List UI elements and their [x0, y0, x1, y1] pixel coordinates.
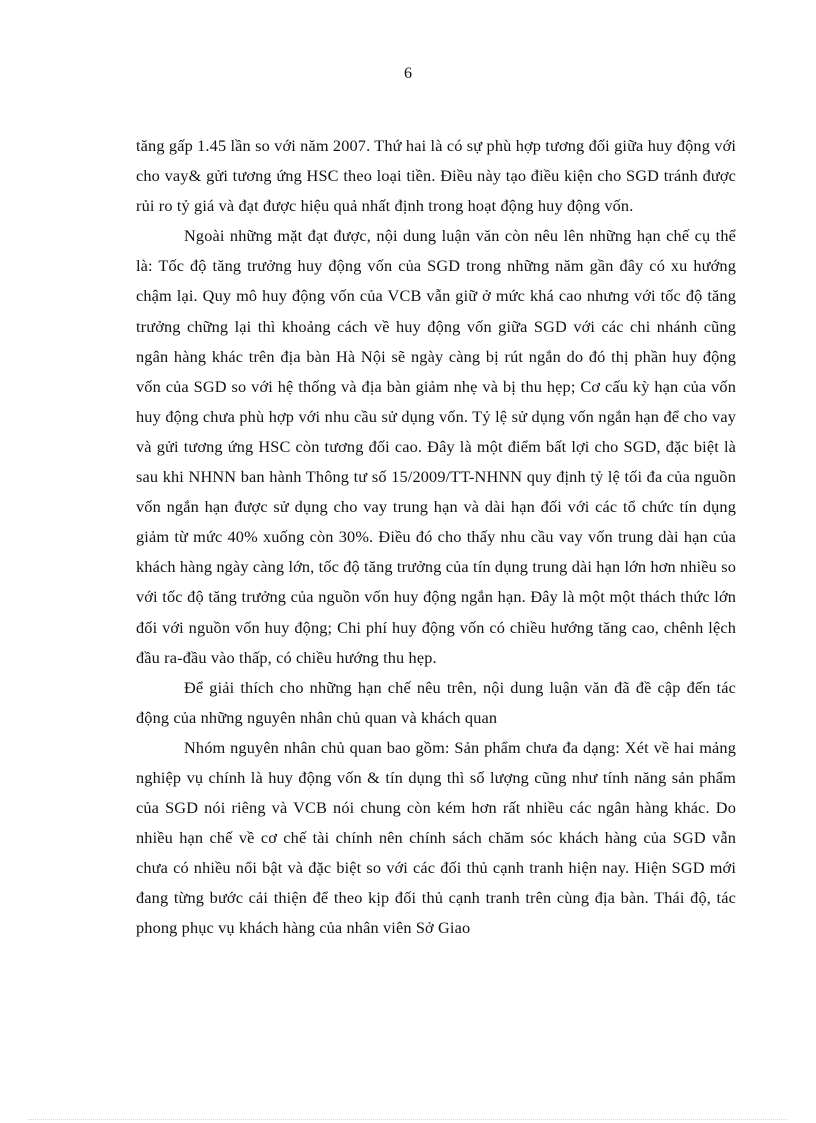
page-number: 6 — [404, 65, 412, 82]
paragraph-subjective-causes: Nhóm nguyên nhân chủ quan bao gồm: Sản phẩm chưa đa dạng: Xét về hai mảng nghiệp vụ chính là huy động vốn & tín dụng thì số lượng cũng như tính năng sản phẩm của SGD nói riêng và VCB nói chung còn kém hơn rất nhiều các ngân hàng khác. Do nhiều hạn chế về cơ chế tài chính nên chính sách chăm sóc khách hàng của SGD vẫn chưa có nhiều nổi bật và đặc biệt so với các đối thủ cạnh tranh hiện nay. Hiện SGD mới đang từng bước cải thiện để theo kịp đối thủ cạnh tranh trên cùng địa bàn. Thái độ, tác phong phục vụ khách hàng của nhân viên Sở Giao — [136, 737, 736, 938]
paragraph-limitations: Ngoài những mặt đạt được, nội dung luận văn còn nêu lên những hạn chế cụ thể là: Tốc độ tăng trưởng huy động vốn của SGD trong những năm gần đây có xu hướng chậm lại. Quy mô huy động vốn của VCB vẫn giữ ở mức khá cao nhưng với tốc độ tăng trưởng chững lại thì khoảng cách về huy động vốn giữa SGD với các chi nhánh cũng ngân hàng khác trên địa bàn Hà Nội sẽ ngày càng bị rút ngắn do đó thị phần huy động vốn của SGD so với hệ thống và địa bàn giảm nhẹ và bị thu hẹp; Cơ cấu kỳ hạn của vốn huy động chưa phù hợp với nhu cầu sử dụng vốn. Tỷ lệ sử dụng vốn ngắn hạn để cho vay và gửi tương ứng HSC còn tương đối cao. Đây là một điểm bất lợi cho SGD, đặc biệt là sau khi NHNN ban hành Thông tư số 15/2009/TT-NHNN quy định tỷ lệ tối đa của nguồn vốn ngắn hạn được sử dụng cho vay trung hạn và dài hạn đối với các tổ chức tín dụng giảm từ mức 40% xuống còn 30%. Điều đó cho thấy nhu cầu vay vốn trung dài hạn của khách hàng ngày càng lớn, tốc độ tăng trưởng của tín dụng trung dài hạn lớn hơn nhiều so với tốc độ tăng trưởng của nguồn vốn huy động ngắn hạn. Đây là một một thách thức lớn đối với nguồn vốn huy động; Chi phí huy động vốn có chiều hướng tăng cao, chênh lệch đầu ra-đầu vào thấp, có chiều hướng thu hẹp. — [136, 226, 736, 667]
paragraph-explanation: Để giải thích cho những hạn chế nêu trên, nội dung luận văn đã đề cập đến tác động của những nguyên nhân chủ quan và khách quan — [136, 677, 736, 727]
page-bottom-divider — [28, 1119, 788, 1120]
body-text — [136, 131, 736, 944]
paragraph-continuation: tăng gấp 1.45 lần so với năm 2007. Thứ hai là có sự phù hợp tương đối giữa huy động với cho vay& gửi tương ứng HSC theo loại tiền. Điều này tạo điều kiện cho SGD tránh được rủi ro tỷ giá và đạt được hiệu quả nhất định trong hoạt động huy động vốn. — [136, 136, 736, 216]
